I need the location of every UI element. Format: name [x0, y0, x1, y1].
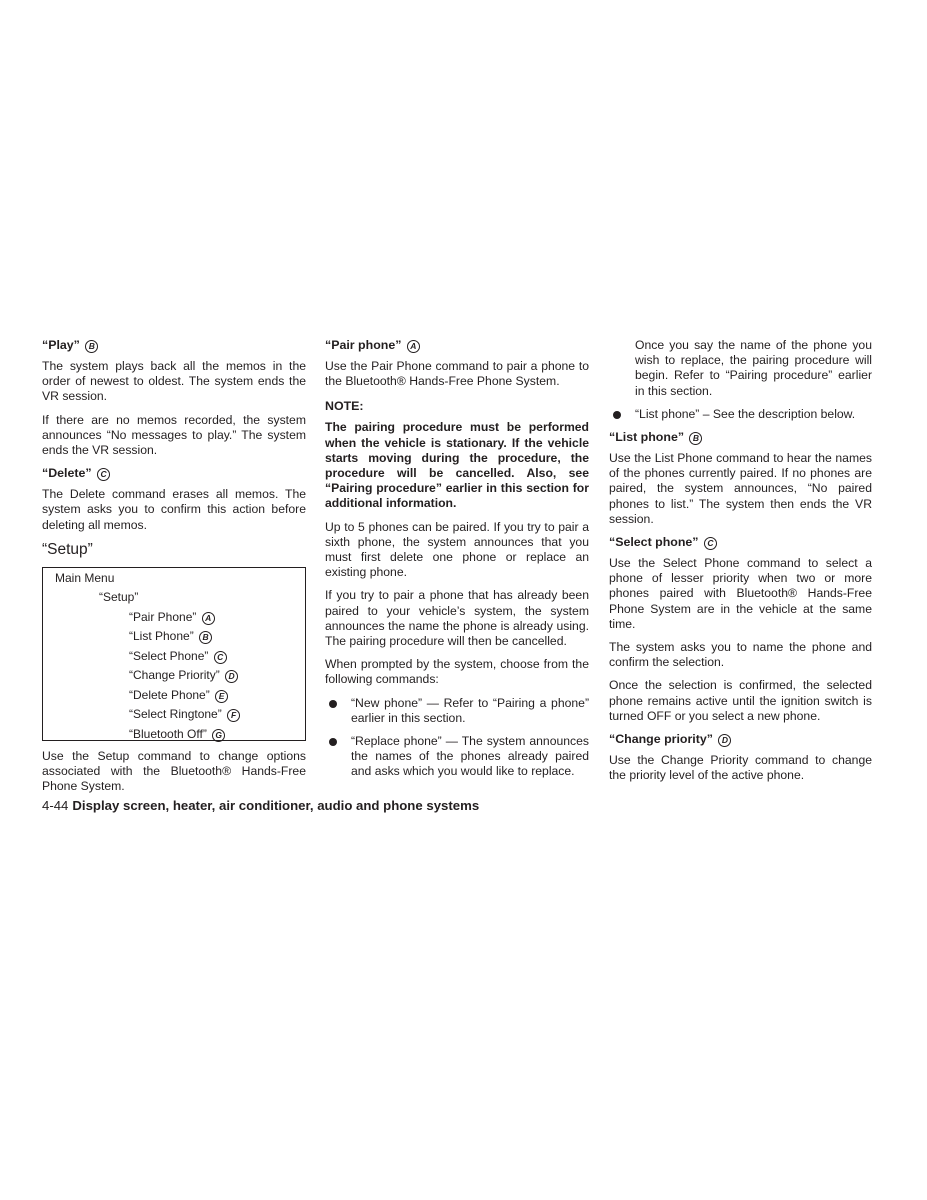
callout-b-icon: B [85, 340, 98, 353]
callout-d-icon: D [225, 670, 238, 683]
pair-paragraph-3: If you try to pair a phone that has already been paired to your vehicle’s system, the system announces the name the phone is already using. The pairing procedure will then be cancelled. [325, 588, 589, 649]
column-3 [609, 338, 872, 791]
change-paragraph: Use the Change Priority command to change the priority level of the active phone. [609, 753, 872, 783]
play-heading-text: “Play” [42, 338, 80, 352]
page-number: 4-44 [42, 798, 69, 813]
bullet-replace-phone [325, 734, 589, 780]
menu-item-change-priority [129, 668, 238, 683]
setup-menu-diagram [42, 567, 306, 741]
pair-paragraph-4: When prompted by the system, choose from the following commands: [325, 657, 589, 687]
menu-root-label: Main Menu [55, 570, 115, 585]
bullet-new-phone [325, 696, 589, 726]
delete-heading-text: “Delete” [42, 466, 92, 481]
callout-b-icon: B [689, 432, 702, 445]
bullet-icon [613, 411, 621, 419]
select-paragraph-1: Use the Select Phone command to select a phone of lesser priority when two or more phones paired with Bluetooth® Hands-Free Phone System are in the vehicle at the same time. [609, 556, 872, 631]
select-paragraph-2: The system asks you to name the phone and confirm the selection. [609, 640, 872, 670]
menu-item-label: “Select Phone” [129, 648, 209, 663]
callout-c-icon: C [214, 651, 227, 664]
menu-item-delete-phone [129, 688, 228, 703]
change-heading-text: “Change priority” [609, 732, 713, 747]
menu-item-pair-phone [129, 610, 215, 625]
select-heading [609, 535, 872, 550]
delete-heading [42, 466, 306, 481]
pair-paragraph: Use the Pair Phone command to pair a phone to the Bluetooth® Hands-Free Phone System. [325, 359, 589, 389]
bullet-icon [329, 700, 337, 708]
menu-setup-label: “Setup” [99, 589, 139, 604]
change-heading [609, 732, 872, 747]
play-heading [42, 338, 306, 353]
list-heading [609, 430, 872, 445]
select-heading-text: “Select phone” [609, 535, 699, 550]
menu-item-label: “Pair Phone” [129, 609, 197, 624]
callout-a-icon: A [407, 340, 420, 353]
menu-item-label: “List Phone” [129, 628, 194, 643]
callout-a-icon: A [202, 612, 215, 625]
bullet-text: “List phone” – See the description below. [635, 406, 856, 421]
column-2 [325, 338, 589, 788]
callout-f-icon: F [227, 709, 240, 722]
play-paragraph-2: If there are no memos recorded, the system announces “No messages to play.” The system ends the VR session. [42, 412, 306, 458]
pair-heading [325, 338, 589, 353]
bullet-list-phone [609, 407, 872, 422]
section-title: Display screen, heater, air conditioner, audio and phone systems [72, 798, 480, 813]
setup-heading: “Setup” [42, 540, 93, 558]
menu-item-bluetooth-off [129, 727, 225, 742]
menu-item-label: “Delete Phone” [129, 687, 210, 702]
pair-heading-text: “Pair phone” [325, 338, 402, 352]
callout-e-icon: E [215, 690, 228, 703]
callout-c-icon: C [704, 537, 717, 550]
menu-item-list-phone [129, 629, 212, 644]
play-paragraph-1: The system plays back all the memos in the order of newest to oldest. The system ends the VR session. [42, 359, 306, 404]
menu-item-select-ringtone [129, 707, 240, 722]
select-paragraph-3: Once the selection is confirmed, the selected phone remains active until the ignition switch is turned OFF or you select a new phone. [609, 678, 872, 723]
callout-b-icon: B [199, 631, 212, 644]
note-heading: NOTE: [325, 399, 364, 414]
bullet-text: “Replace phone” — The system announces the names of the phones already paired and asks which you would like to replace. [351, 734, 589, 779]
menu-item-label: “Change Priority” [129, 667, 220, 682]
bullet-icon [329, 738, 337, 746]
callout-g-icon: G [212, 729, 225, 742]
menu-item-select-phone [129, 649, 227, 664]
bullet-text: “New phone” — Refer to “Pairing a phone” earlier in this section. [351, 695, 589, 725]
callout-d-icon: D [718, 734, 731, 747]
menu-item-label: “Bluetooth Off” [129, 726, 207, 741]
pair-paragraph-2: Up to 5 phones can be paired. If you try to pair a sixth phone, the system announces that you must first delete one phone or replace an existing phone. [325, 519, 589, 580]
replace-continuation: Once you say the name of the phone you wish to replace, the pairing procedure will begin. Refer to “Pairing procedure” earlier in this section. [635, 338, 872, 398]
setup-paragraph: Use the Setup command to change options associated with the Bluetooth® Hands-Free Phone System. [42, 748, 306, 794]
menu-item-label: “Select Ringtone” [129, 706, 222, 721]
page-footer [42, 798, 479, 814]
column-1 [42, 338, 306, 802]
note-paragraph: The pairing procedure must be performed when the vehicle is stationary. If the vehicle starts moving during the procedure, the procedure will be cancelled. Also, see “Pairing procedure” earlier in this section for additional information. [325, 420, 589, 511]
list-paragraph: Use the List Phone command to hear the names of the phones currently paired. If no phones are paired, the system announces, “No paired phones to list.” The system then ends the VR session. [609, 451, 872, 526]
callout-c-icon: C [97, 468, 110, 481]
list-heading-text: “List phone” [609, 430, 685, 445]
delete-paragraph: The Delete command erases all memos. The system asks you to confirm this action before deleting all memos. [42, 487, 306, 532]
